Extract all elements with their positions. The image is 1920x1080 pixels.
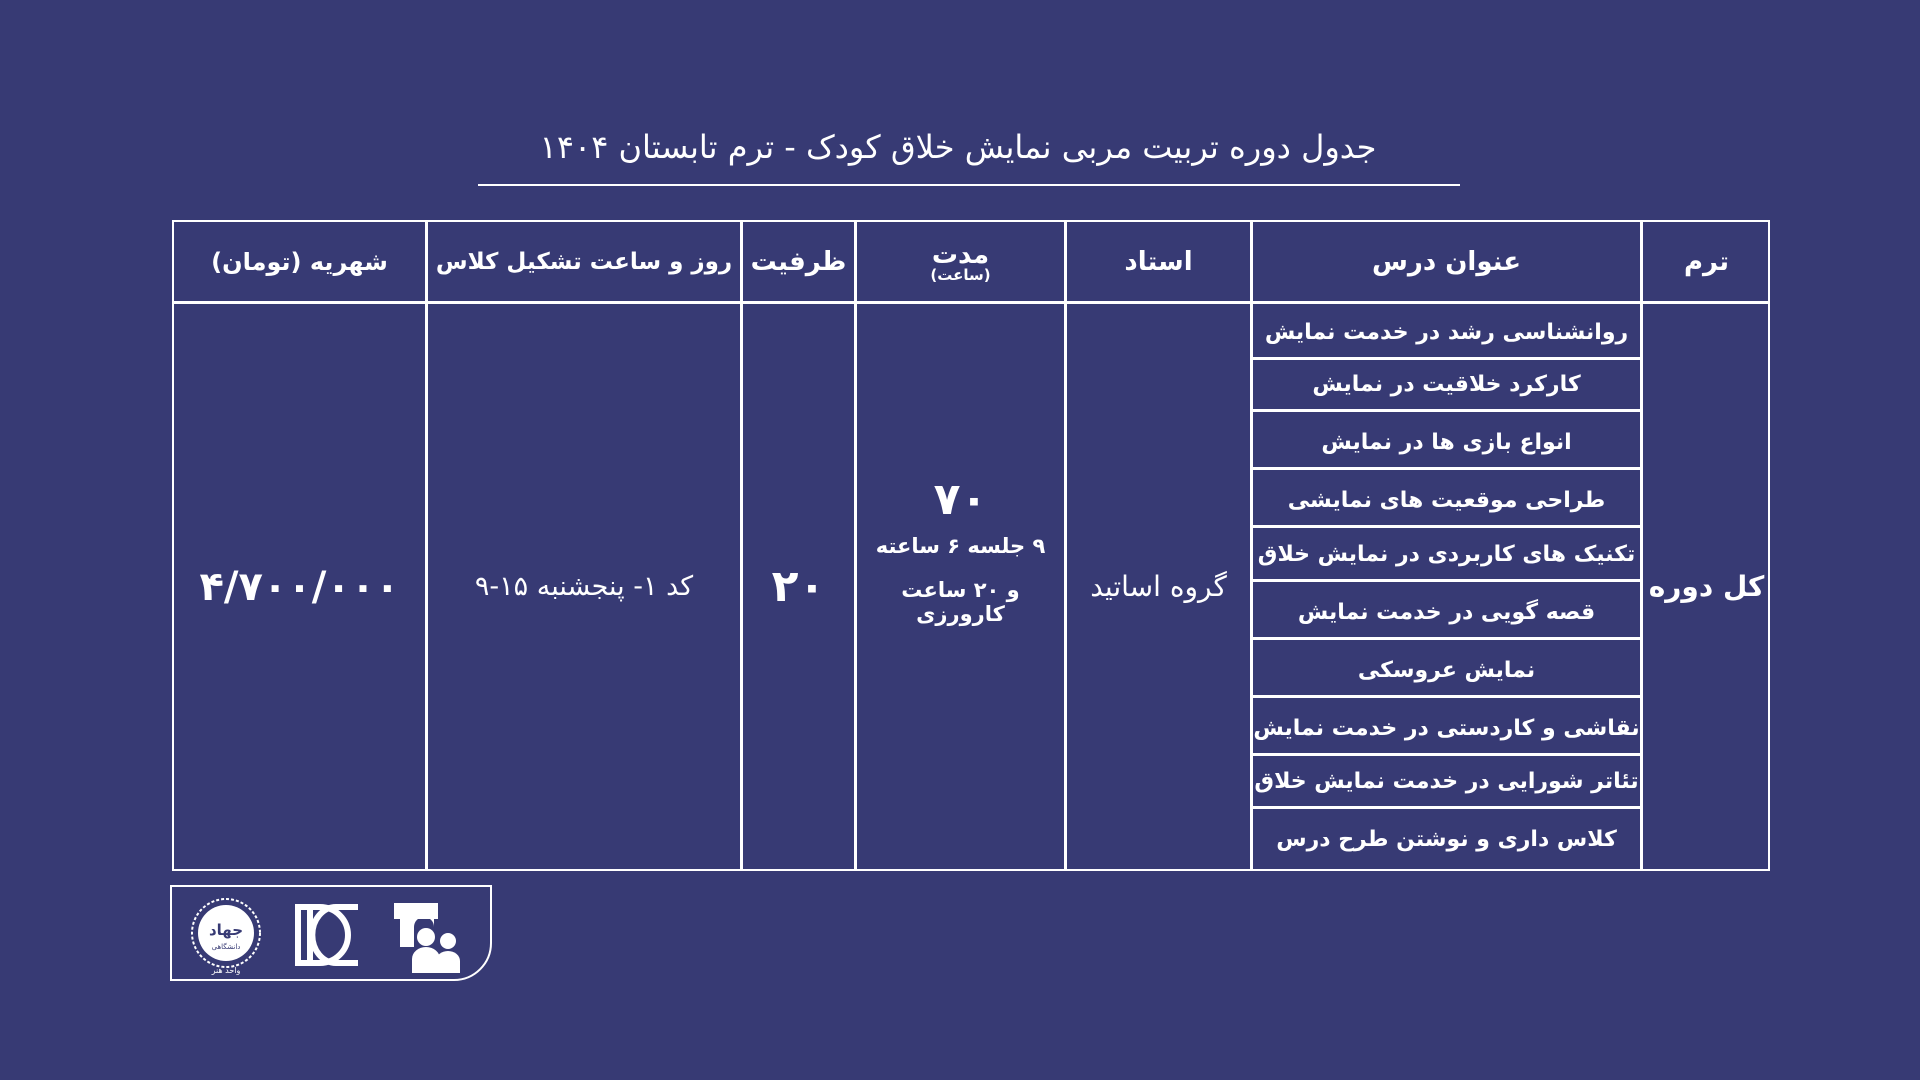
people-logo (390, 895, 464, 975)
course-item: روانشناسی رشد در خدمت نمایش (1253, 308, 1640, 357)
instructor-value: گروه اساتید (1090, 570, 1227, 603)
course-item: کارکرد خلاقیت در نمایش (1253, 360, 1640, 409)
cell-duration (857, 304, 1064, 869)
people-icon (390, 895, 464, 975)
seal-subtitle-text: دانشگاهی (211, 943, 241, 951)
header-schedule (428, 222, 740, 301)
course-item: کلاس داری و نوشتن طرح درس (1253, 815, 1640, 864)
cell-capacity (743, 304, 854, 869)
page-title: جدول دوره تربیت مربی نمایش خلاق کودک - ترم تابستان ۱۴۰۴ (539, 128, 1377, 166)
course-item: قصه گویی در خدمت نمایش (1253, 588, 1640, 637)
header-instructor (1067, 222, 1250, 301)
header-capacity (743, 222, 854, 301)
course-divider (1253, 637, 1640, 640)
header-term (1643, 222, 1770, 301)
course-divider (1253, 467, 1640, 470)
header-duration-unit: (ساعت) (930, 265, 991, 284)
monogram-icon (292, 901, 364, 969)
duration-internship: و ۲۰ ساعت کارورزی (901, 578, 1020, 626)
jahad-seal-logo (188, 895, 264, 975)
course-item: طراحی موقعیت های نمایشی (1253, 476, 1640, 525)
cell-tuition (174, 304, 425, 869)
seal-name-text: جهاد (208, 921, 244, 939)
header-duration-label: مدت (931, 239, 990, 270)
monogram-logo (292, 901, 364, 969)
header-term-label: ترم (1684, 246, 1729, 277)
header-course-title (1253, 222, 1640, 301)
course-divider (1253, 579, 1640, 582)
course-item: تکنیک های کاربردی در نمایش خلاق (1253, 530, 1640, 579)
seal-unit-text: واحد هنر (211, 966, 241, 975)
header-tuition (174, 222, 425, 301)
cell-instructor (1067, 304, 1250, 869)
course-divider (1253, 695, 1640, 698)
schedule-value: کد ۱- پنجشنبه ۱۵-۹ (474, 571, 694, 602)
header-course-title-label: عنوان درس (1371, 246, 1522, 277)
course-item: نقاشی و کاردستی در خدمت نمایش (1253, 704, 1640, 753)
course-table (172, 220, 1770, 871)
header-schedule-label: روز و ساعت تشکیل کلاس (435, 248, 733, 275)
course-item: نمایش عروسکی (1253, 646, 1640, 695)
cell-schedule (428, 304, 740, 869)
jahad-seal-icon (188, 895, 264, 975)
header-capacity-label: ظرفیت (750, 246, 847, 277)
header-tuition-label: شهریه (تومان) (211, 247, 388, 276)
course-divider (1253, 753, 1640, 756)
duration-sessions: ۹ جلسه ۶ ساعته (875, 534, 1046, 558)
term-value: کل دوره (1648, 570, 1765, 603)
header-duration (857, 222, 1064, 301)
logo-strip (170, 885, 492, 981)
course-divider (1253, 525, 1640, 528)
course-divider (1253, 409, 1640, 412)
cell-term (1643, 304, 1770, 869)
course-item: تئاتر شورایی در خدمت نمایش خلاق (1253, 757, 1640, 806)
tuition-value: ۴/۷۰۰/۰۰۰ (199, 563, 400, 610)
header-instructor-label: استاد (1124, 246, 1193, 277)
course-item: انواع بازی ها در نمایش (1253, 418, 1640, 467)
capacity-value: ۲۰ (771, 561, 826, 612)
duration-hours-value: ۷۰ (933, 474, 988, 525)
title-divider (478, 184, 1460, 186)
course-divider (1253, 806, 1640, 809)
